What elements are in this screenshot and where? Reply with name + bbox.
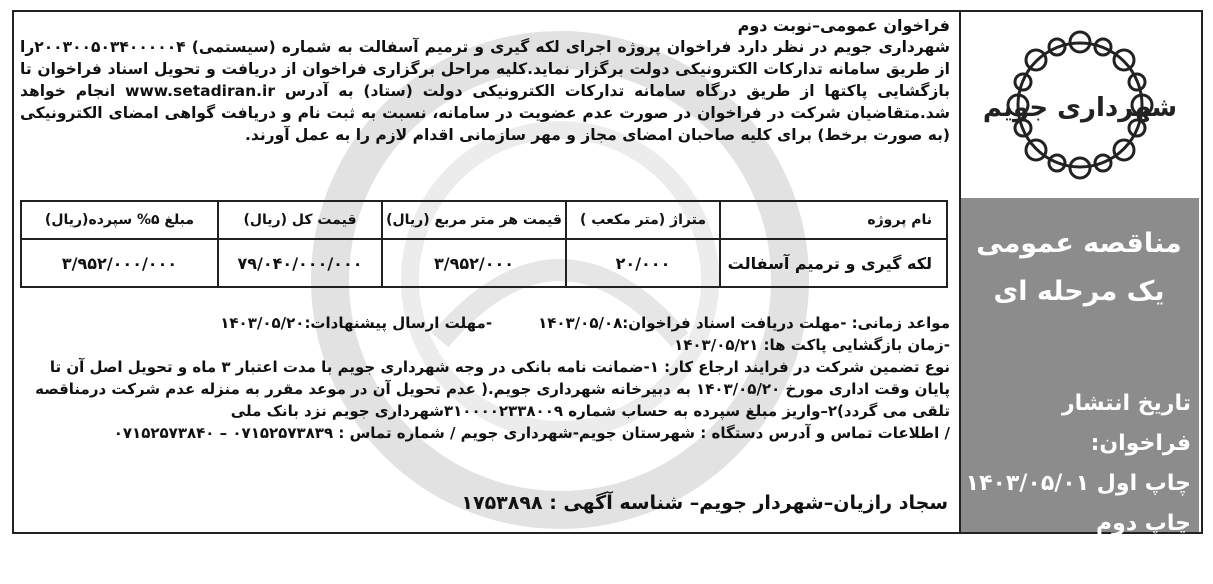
tender-type xyxy=(969,220,1189,316)
municipality-logo-icon xyxy=(982,20,1178,190)
publication-title: تاریخ انتشار فراخوان: xyxy=(1061,391,1191,456)
publication-dates xyxy=(965,384,1191,584)
schedule-send: -مهلت ارسال پیشنهادات:۱۴۰۳/۰۵/۲۰ xyxy=(220,314,493,332)
logo-area xyxy=(959,12,1199,198)
contact-text: / اطلاعات تماس و آدرس دستگاه : شهرستان جویم-شهرداری جویم / شماره تماس : ۰۷۱۵۲۵۷۳۸۳۹ – ۰۷۱۵۲۵۷۳۸۴۰ xyxy=(113,424,950,442)
schedule-line xyxy=(20,312,950,334)
table-cell: ۳/۹۵۲/۰۰۰ xyxy=(382,239,566,287)
table-header-row xyxy=(21,201,947,239)
publication-first: چاپ اول ۱۴۰۳/۰۵/۰۱ xyxy=(965,471,1191,496)
publication-second: چاپ دوم ۱۴۰۳/۰۵/۰۸ xyxy=(1067,511,1191,576)
tender-info-box xyxy=(959,198,1199,576)
table-cell: ۷۹/۰۴۰/۰۰۰/۰۰۰ xyxy=(218,239,382,287)
table-cell: لکه گیری و ترمیم آسفالت xyxy=(720,239,947,287)
schedule-receive: مواعد زمانی: -مهلت دریافت اسناد فراخوان:۱۴۰۳/۰۵/۰۸ xyxy=(538,314,950,332)
notice-paragraph xyxy=(20,36,950,146)
notice-text xyxy=(20,16,950,146)
table-cell: ۲۰/۰۰۰ xyxy=(566,239,720,287)
table-row xyxy=(21,239,947,287)
logo-text: شهرداری جویم xyxy=(982,93,1178,123)
notice-footer: سجاد رازیان–شهردار جویم– شناسه آگهی : ۱۷۵۳۸۹۸ xyxy=(461,492,948,514)
tender-type-line2: یک مرحله ای xyxy=(993,276,1165,307)
table-cell: ۳/۹۵۲/۰۰۰/۰۰۰ xyxy=(21,239,218,287)
project-table xyxy=(20,200,948,288)
side-panel xyxy=(959,12,1199,576)
notice-title: فراخوان عمومی–نوبت دوم xyxy=(737,16,950,35)
table-header: متراژ (متر مکعب ) xyxy=(566,201,720,239)
table-header: نام پروژه xyxy=(720,201,947,239)
notice-paragraph-end: انجام خواهد شد.متقاضیان شرکت در فراخوان در صورت عدم عضویت در سامانه، نسبت به ثبت نام و دریافت گواهی امضای الکترونیکی (به صورت برخط) برای کلیه صاحبان امضای مجاز و مهر سازمانی اقدام لازم را به عمل آورند. xyxy=(20,82,950,144)
setad-url: www.setadiran.ir xyxy=(125,82,275,100)
notice-paragraph-start: شهرداری جویم در نظر دارد فراخوان پروژه اجرای لکه گیری و ترمیم آسفالت به شماره (سیستمی) ۲۰۰۳۰۰۵۰۳۴۰۰۰۰۰۴را از طریق سامانه تدارکات الکترونیکی دولت برگزار نماید.کلیه مراحل برگزاری فراخوان از دریافت و تحویل اسناد فراخوان تا بازگشایی پاکتها از طریق درگاه سامانه تدارکات الکترونیکی دولت (ستاد) به آدرس xyxy=(20,38,950,100)
notice-details xyxy=(20,312,950,444)
tender-type-line1: مناقصه عمومی xyxy=(976,228,1182,259)
table-header: قیمت هر متر مربع (ریال) xyxy=(382,201,566,239)
schedule-opening: -زمان بازگشایی پاکت ها: ۱۴۰۳/۰۵/۲۱ xyxy=(674,336,950,354)
guarantee-text: نوع تضمین شرکت در فرایند ارجاع کار: ۱-ضمانت نامه بانکی در وجه شهرداری جویم با مدت اعتبار ۳ ماه و تحویل اصل آن تا پایان وقت اداری مورخ ۱۴۰۳/۰۵/۲۰ به دبیرخانه شهرداری جویم.( عدم تحویل آن در موعد مقرر به منزله عدم شرکت درمناقصه تلقی می گردد)۲–واریز مبلغ سپرده به حساب شماره ۳۱۰۰۰۰۲۳۳۸۰۰۹شهرداری جویم نزد بانک ملی xyxy=(35,358,950,420)
table-header: مبلغ ۵% سپرده(ریال) xyxy=(21,201,218,239)
table-header: قیمت کل (ریال) xyxy=(218,201,382,239)
